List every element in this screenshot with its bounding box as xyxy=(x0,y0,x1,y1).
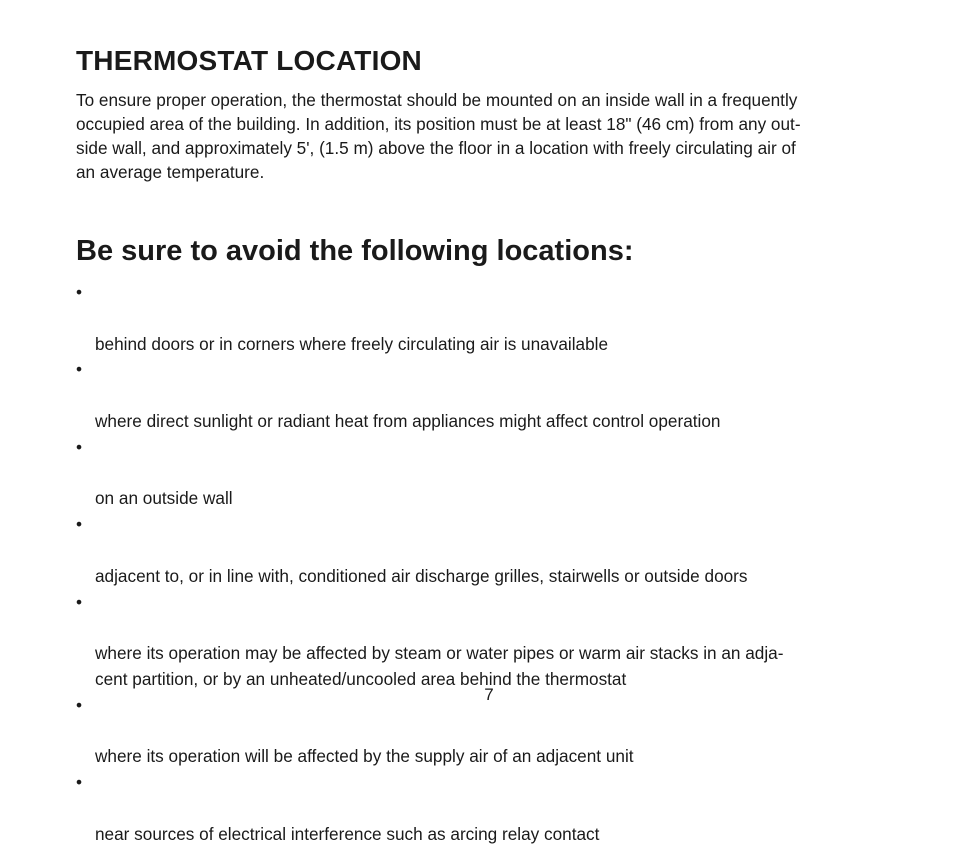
list-item xyxy=(76,770,906,847)
list-item-text: on an outside wall xyxy=(95,488,233,509)
bullet-icon: • xyxy=(76,359,83,380)
list-item-text: near sources of electrical interference such as arcing relay contact xyxy=(95,823,600,844)
document-page xyxy=(76,0,906,844)
list-item xyxy=(76,512,906,589)
list-item-text: where its operation will be affected by the supply air of an adjacent unit xyxy=(95,746,634,767)
list-item-text: where direct sunlight or radiant heat from appliances might affect control operation xyxy=(95,410,721,431)
intro-paragraph: To ensure proper operation, the thermostat should be mounted on an inside wall in a frequently occupied area of the building. In addition, its position must be at least 18" (46 cm) from any out- side wall, and approximately 5', (1.5 m) above the floor in a location with freely circulating air of an average temperature. xyxy=(76,90,801,182)
list-item-text: adjacent to, or in line with, conditioned air discharge grilles, stairwells or outside doors xyxy=(95,565,748,586)
list-item-text: behind doors or in corners where freely circulating air is unavailable xyxy=(95,333,609,354)
bullet-icon: • xyxy=(76,282,83,302)
list-item xyxy=(76,280,906,357)
bullet-icon: • xyxy=(76,772,83,793)
bullet-icon: • xyxy=(76,694,83,715)
section-title-thermostat-location: THERMOSTAT LOCATION xyxy=(76,45,422,76)
list-item xyxy=(76,357,906,434)
section-title-avoid-locations: Be sure to avoid the following locations: xyxy=(76,235,634,267)
list-item xyxy=(76,590,906,693)
list-item xyxy=(76,435,906,512)
page-number: 7 xyxy=(484,685,494,704)
avoid-locations-list xyxy=(76,280,906,848)
bullet-icon: • xyxy=(76,591,83,612)
list-item-text: where its operation may be affected by steam or water pipes or warm air stacks in an adja- cent partition, or by an unheated/uncooled area behind the thermostat xyxy=(95,643,784,689)
bullet-icon: • xyxy=(76,514,83,535)
bullet-icon: • xyxy=(76,436,83,457)
